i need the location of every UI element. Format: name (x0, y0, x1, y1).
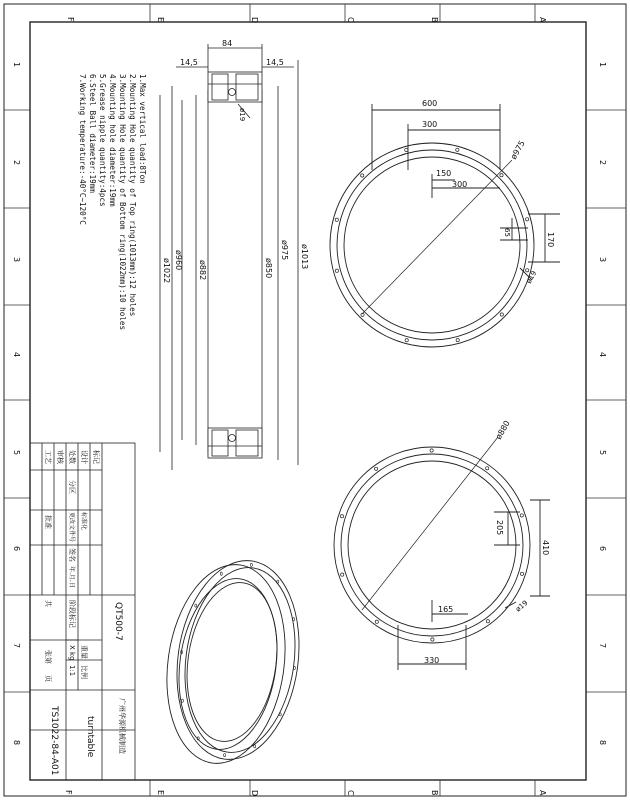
tb-company: 广州华源机械制造 (118, 698, 126, 754)
zone-number-right: 8 (598, 740, 607, 746)
dim-d882: ø882 (198, 260, 207, 281)
bolt-hole (520, 572, 523, 575)
bolt-hole (335, 218, 338, 221)
isometric-holes (181, 563, 296, 756)
bolt-hole (456, 339, 459, 342)
tb-part-name: turntable (85, 716, 95, 758)
bottom-ring-view (334, 437, 550, 670)
note-4: 4.Mounting hole diameter:19mm (108, 74, 117, 207)
dim-165: 165 (438, 605, 454, 614)
bolt-hole (341, 573, 344, 576)
zone-number-left: 6 (12, 546, 21, 552)
zone-number-left: 5 (12, 450, 21, 456)
zone-number-right: 7 (598, 643, 607, 649)
bolt-hole (220, 572, 222, 575)
tb-zone: 分区 (68, 480, 76, 494)
tb-marks: 处数 (68, 450, 76, 464)
zone-number-right: 2 (598, 160, 607, 166)
bolt-hole (181, 699, 183, 702)
dim-410: 410 (541, 540, 550, 556)
zone-letter-bottom: D (250, 790, 259, 797)
zone-number-left: 1 (12, 62, 21, 68)
note-5: 5.Grease nipple quantity:4pcs (98, 74, 107, 207)
tb-process: 工艺 (44, 450, 52, 464)
zone-number-right: 6 (598, 546, 607, 552)
bolt-hole (456, 148, 459, 151)
dim-right-14-5: 14,5 (266, 58, 284, 67)
zone-letter-top: E (156, 17, 165, 23)
zone-number-left: 4 (12, 352, 21, 358)
zone-letter-bottom: E (156, 790, 165, 796)
dim-d975: ø975 (280, 240, 289, 261)
tb-check: 审核 (56, 450, 64, 464)
dim-300-a: 300 (422, 120, 438, 129)
isometric-ring (155, 553, 312, 771)
dim-left-14-5: 14,5 (180, 58, 198, 67)
zone-letter-top: C (346, 17, 355, 23)
note-2: 2.Mounting Hole quantity of Top ring(1013mm):12 holes (128, 74, 137, 317)
dim-65: 65 (503, 228, 511, 237)
tb-model: QT500-7 (113, 602, 123, 641)
dim-phi19-bottom: ø19 (514, 598, 530, 614)
tb-change-doc: 更改文件号 (68, 512, 75, 543)
bolt-hole (526, 269, 529, 272)
bolt-hole (277, 580, 279, 583)
dim-600: 600 (422, 99, 438, 108)
bolt-hole (375, 620, 378, 623)
bolt-hole (405, 148, 408, 151)
dim-330: 330 (424, 656, 440, 665)
zone-letter-bottom: C (346, 790, 355, 796)
bolt-hole (293, 618, 295, 621)
bolt-hole (431, 638, 434, 641)
dim-300-b: 300 (452, 180, 468, 189)
top-ring-view (330, 104, 560, 347)
tb-approve: 批准 (44, 515, 52, 529)
dim-205: 205 (495, 520, 504, 536)
tb-weight-unit: X kg (68, 645, 76, 661)
tb-mark: 标记 (92, 450, 100, 464)
technical-notes (78, 74, 147, 330)
bolt-hole (254, 745, 256, 748)
dim-phi19-top: ø19 (524, 269, 539, 285)
zone-number-right: 1 (598, 62, 607, 68)
zone-number-right: 5 (598, 450, 607, 456)
tb-design: 设计 (80, 450, 88, 464)
tb-scale: 1:1 (68, 665, 76, 677)
bolt-hole (486, 467, 489, 470)
tb-date: 年.月.日 (68, 566, 75, 588)
zone-number-left: 8 (12, 740, 21, 746)
note-1: 1.Max vertical load:8Ton (138, 74, 147, 184)
dim-hole-19: ø19 (238, 108, 246, 122)
dim-phi880: ø880 (493, 419, 512, 441)
zone-letter-bottom: F (64, 790, 73, 795)
bolt-hole (486, 620, 489, 623)
zone-letter-top: B (430, 17, 439, 23)
dim-150: 150 (436, 169, 452, 178)
tb-standardize: 标准化 (80, 512, 87, 531)
bolt-hole (293, 666, 295, 669)
bolt-hole (195, 604, 197, 607)
tb-sheets-total: 共 (44, 600, 52, 607)
bolt-hole (279, 713, 281, 716)
zone-letter-bottom: B (430, 790, 439, 796)
tb-scale-label: 比例 (80, 665, 88, 679)
tb-signature: 签名 (68, 548, 76, 562)
zone-letter-top: D (250, 17, 259, 24)
tb-stage-mark: 阶段标记 (68, 600, 76, 628)
zone-number-left: 7 (12, 643, 21, 649)
bolt-hole (500, 313, 503, 316)
zone-number-left: 3 (12, 257, 21, 263)
zone-number-right: 4 (598, 352, 607, 358)
zone-number-left: 2 (12, 160, 21, 166)
dim-d1013: ø1013 (300, 244, 309, 270)
bolt-hole (224, 754, 226, 757)
dim-width-84: 84 (222, 39, 233, 48)
bolt-hole (430, 449, 433, 452)
bolt-hole (250, 563, 252, 566)
dim-phi975: ø975 (508, 139, 527, 161)
note-3: 3.Mounting Hole quantity of Bottom ring(1022mm):10 holes (118, 74, 127, 331)
note-7: 7.Working temperature:-40°C~120°C (78, 74, 87, 225)
dim-d1022: ø1022 (162, 258, 171, 284)
bolt-hole (335, 269, 338, 272)
bolt-hole (361, 174, 364, 177)
bolt-hole (340, 515, 343, 518)
dim-d850: ø850 (264, 258, 273, 279)
bolt-hole (405, 339, 408, 342)
tb-sheet-label2: 页 (44, 675, 52, 682)
tb-drawing-no: TS1022-84-A01 (49, 706, 59, 776)
zone-letter-top: F (66, 17, 75, 22)
bolt-hole (500, 174, 503, 177)
zone-letter-top: A (538, 17, 547, 23)
tb-sheet-label: 张第 (44, 650, 52, 664)
zone-number-right: 3 (598, 257, 607, 263)
dim-d960: ø960 (174, 250, 183, 271)
bolt-hole (375, 467, 378, 470)
zone-letter-bottom: A (538, 790, 547, 796)
bolt-hole (520, 514, 523, 517)
bolt-hole (526, 218, 529, 221)
note-6: 6.Steel Ball diameter:19mm (88, 74, 97, 193)
tb-weight: 重量 (80, 645, 88, 659)
dim-170: 170 (546, 232, 555, 248)
